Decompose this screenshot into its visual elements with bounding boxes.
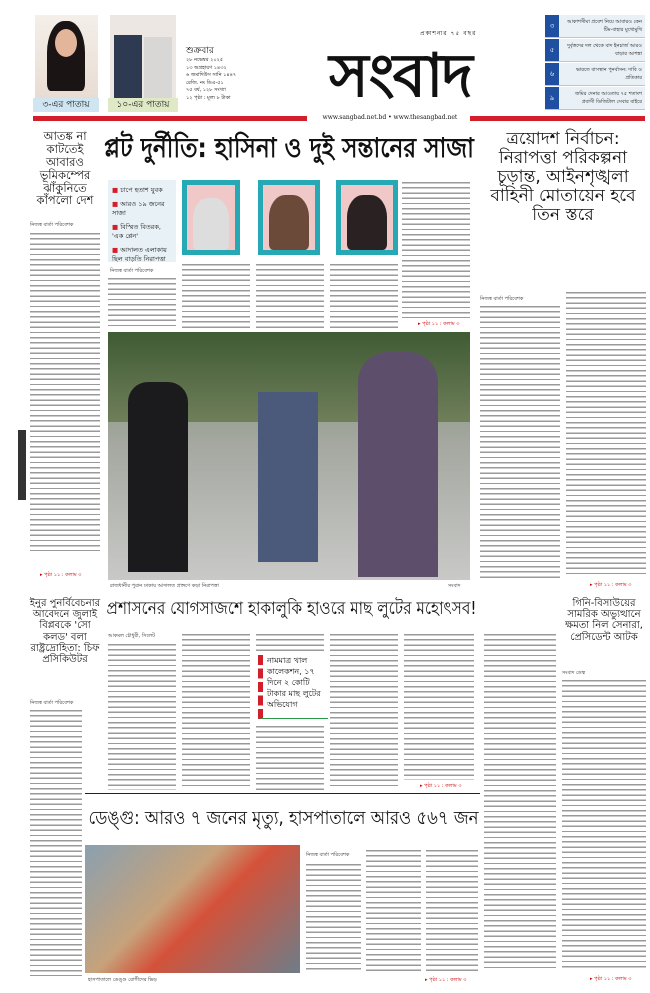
- article-body: [404, 632, 474, 780]
- index-item[interactable]: [545, 87, 645, 110]
- date-bengali: ১৩ অগ্রহায়ণ ১৪৩২: [186, 64, 227, 71]
- article-body: [108, 276, 176, 328]
- right-story-headline[interactable]: ত্রয়োদশ নির্বাচন: নিরাপত্তা পরিকল্পনা চূড়ান্ত, আইনশৃঙ্খলা বাহিনী মোতায়েন হবে তিন স্তরে: [490, 129, 636, 226]
- jump-link[interactable]: ▸ পৃষ্ঠা ১১ : কলাম ৩: [590, 976, 632, 982]
- article-body: [256, 724, 324, 790]
- bullet-item: ■ আদালত এলাকায় ছিল বাড়তি নিরাপত্তা: [112, 246, 172, 262]
- article-body: [402, 180, 470, 318]
- red-rule-left: [33, 116, 307, 121]
- portrait-daughter: [336, 180, 398, 255]
- red-rule-right: [470, 116, 645, 121]
- article-body: [426, 848, 478, 972]
- bullet-item: ■ বিস্মিত বিতরক, 'এক প্লেন': [112, 223, 172, 241]
- article-body: [484, 632, 556, 972]
- photo-caption: রাজধানীর পুরান ঢাকায় আদালত প্রাঙ্গণে কড়া নিরাপত্তা: [110, 583, 219, 589]
- dengue-photo: [85, 845, 300, 973]
- teaser-photo-1[interactable]: [35, 15, 98, 100]
- jump-link[interactable]: ▸ পৃষ্ঠা ১১ : কলাম ৩: [40, 572, 82, 578]
- byline: নিজস্ব বার্তা পরিবেশক: [306, 852, 350, 858]
- article-body: [182, 632, 250, 790]
- teaser-photo-2[interactable]: [110, 15, 176, 100]
- website-urls[interactable]: www.sangbad.net.bd • www.thesangbad.net: [322, 114, 458, 121]
- pull-quote: নামমাত্র খাল কালেকশন, ১৭ দিনে ২ কোটি টাকার মাছ লুটের অভিযোগ: [258, 655, 328, 719]
- article-body: [480, 304, 560, 579]
- jump-link[interactable]: ▸ পৃষ্ঠা ১১ : কলাম ৩: [420, 783, 462, 789]
- index-text: দুর্বৃত্তদের দল থেকে বাদ ইনচার্জ আরও বাড়ার আশঙ্কা: [567, 43, 642, 57]
- volume: ৭৫ বর্ষ, ১২৮ সংখ্যা: [186, 87, 226, 93]
- divider: [85, 793, 480, 794]
- article-body: [330, 632, 398, 790]
- jump-link[interactable]: ▸ পৃষ্ঠা ১১ : কলাম ৩: [590, 582, 632, 588]
- date-block: [186, 45, 252, 102]
- jump-link[interactable]: ▸ পৃষ্ঠা ১১ : কলাম ৩: [418, 321, 460, 327]
- index-item[interactable]: [545, 63, 645, 86]
- byline: নিজস্ব বার্তা পরিবেশক: [30, 700, 74, 706]
- index-item[interactable]: [545, 15, 645, 38]
- tagline: প্রকাশনার ৭৫ বছর: [420, 30, 477, 37]
- article-body: [30, 231, 100, 551]
- price: ১২ পৃষ্ঠা : মূল্য ৮ টাকা: [186, 94, 231, 101]
- logo[interactable]: সংবাদ: [329, 41, 471, 111]
- index-page: ৫: [545, 39, 559, 61]
- article-body: [182, 262, 250, 328]
- portrait-son: [258, 180, 320, 255]
- photo-caption: হাসপাতালে ডেঙ্গু রোগীদের ভিড়: [88, 977, 157, 983]
- portrait-hasina: [182, 180, 240, 255]
- dengue-headline[interactable]: ডেঙ্গু: আরও ৭ জনের মৃত্যু, হাসপাতালে আরও ৫৬৭ জন: [88, 807, 478, 829]
- article-body: [562, 678, 646, 968]
- byline: নিজস্ব বার্তা পরিবেশক: [110, 268, 154, 274]
- teaser-label-2[interactable]: ১০-এর পাতায়: [108, 98, 178, 112]
- index-page: ৬: [545, 63, 559, 85]
- bullet-item: ■ চাপে হতাশ যুবক: [112, 186, 172, 195]
- index-text: জমির দেনার আওতায় ৭৫ শতাংশ প্রবাসী ডিজিটাল সেবার বাইরে: [574, 91, 642, 105]
- left2-headline[interactable]: ইনুর পুনর্বিবেচনার আবেদনে জুলাই বিপ্লবকে 'সো কলড' বলা রাষ্ট্রদ্রোহিতা: চিফ প্রসিকিউটর: [29, 598, 101, 665]
- section-label: [18, 430, 26, 500]
- article-body: [366, 848, 421, 972]
- article-body: [256, 262, 324, 328]
- teaser-label-1[interactable]: ৩-এর পাতায়: [33, 98, 99, 112]
- index-text: আকাশসীমা প্রবেশ নিয়ে আবারও কেন টিম-বাহার মুখোমুখি: [567, 19, 642, 33]
- article-body: [566, 290, 646, 575]
- article-body: [330, 262, 398, 328]
- article-body: [256, 632, 324, 652]
- article-body: [30, 708, 82, 976]
- byline: আকমল চৌধুরী, সিলেট: [108, 633, 155, 639]
- left-story-headline[interactable]: আতঙ্ক না কাটতেই আবারও ভূমিকম্পের ঝাঁকুনিতে কাঁপলো দেশ: [36, 129, 94, 208]
- index-page: ৩: [545, 15, 559, 37]
- index-item[interactable]: [545, 39, 645, 62]
- date-hijri: ৬ জমাদিউস সানি ১৪৪৭: [186, 72, 237, 78]
- lead-photo: [108, 332, 470, 580]
- photo-credit: সংবাদ: [448, 583, 461, 589]
- byline: সংবাদ ডেস্ক: [562, 670, 586, 676]
- jump-link[interactable]: ▸ পৃষ্ঠা ১১ : কলাম ৩: [425, 977, 467, 983]
- weekday: শুক্রবার: [186, 46, 214, 56]
- index-page: ৯: [545, 87, 559, 109]
- byline: নিজস্ব বার্তা পরিবেশক: [30, 222, 74, 228]
- bullet-item: ■ আরও ১৯ জনের সাজা: [112, 200, 172, 218]
- index-text: ভারতে বাসস্থান পুনর্বাসন: দাবি ও প্রতিকার: [576, 67, 642, 81]
- right2-headline[interactable]: গিনি-বিসাউয়ের সামরিক অভ্যুত্থানে ক্ষমতা নিল সেনারা, প্রেসিডেন্ট আটক: [565, 598, 643, 643]
- article-body: [108, 642, 176, 790]
- reg-no: রেজি. নং ডিএ-৫১: [186, 79, 224, 86]
- bullet-box: [108, 180, 176, 262]
- lead-headline[interactable]: প্লট দুর্নীতি: হাসিনা ও দুই সন্তানের সাজা: [104, 133, 474, 164]
- article-body: [306, 862, 361, 972]
- byline: নিজস্ব বার্তা পরিবেশক: [480, 296, 524, 302]
- second-headline[interactable]: প্রশাসনের যোগসাজশে হাকালুকি হাওরে মাছ লুটের মহোৎসব!: [106, 599, 476, 619]
- date-gregorian: ২৮ নভেম্বর ২০২৫: [186, 57, 224, 63]
